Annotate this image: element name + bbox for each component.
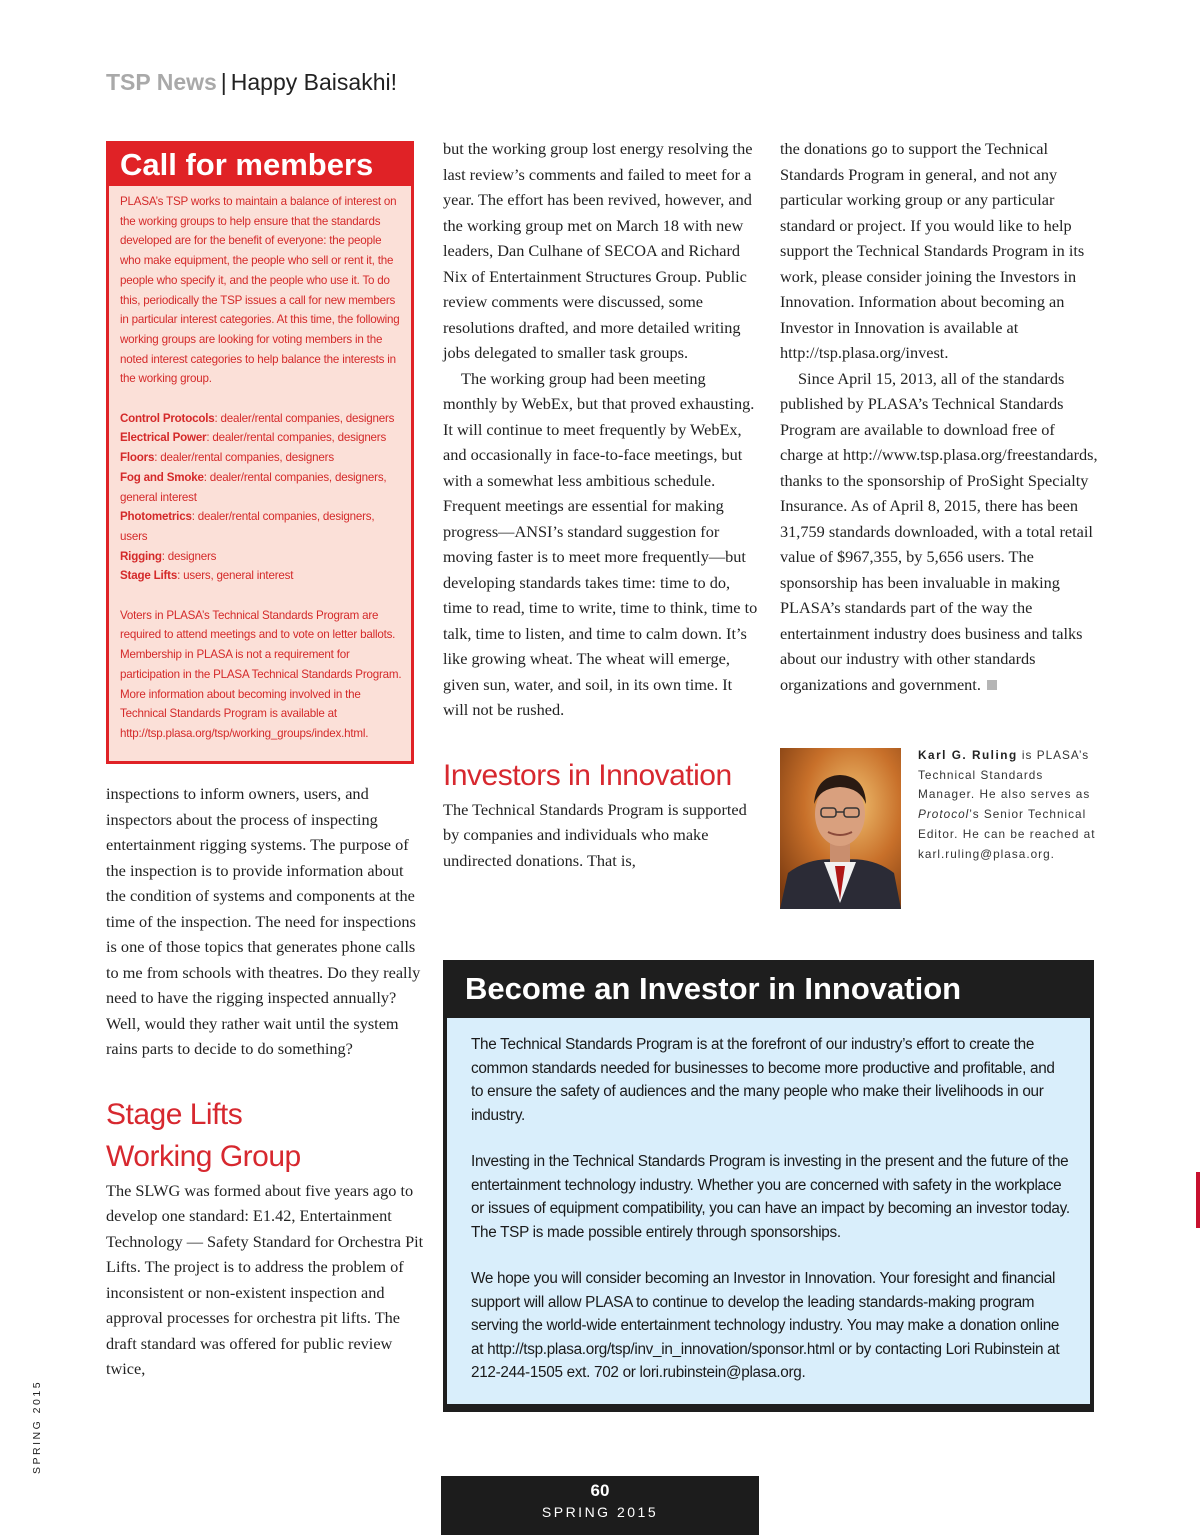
page-number: 60 — [590, 1481, 610, 1500]
column-3 — [780, 136, 1100, 697]
group-entry — [120, 547, 403, 567]
group-name: Fog and Smoke — [120, 470, 204, 484]
publication-name: Protocol — [918, 807, 970, 822]
group-entry — [120, 468, 403, 507]
group-name: Floors — [120, 451, 155, 465]
group-categories: : dealer/rental companies, designers — [214, 411, 395, 425]
group-name: Control Protocols — [120, 411, 215, 425]
investor-box-title: Become an Investor in Innovation — [465, 971, 962, 1006]
body-paragraph: inspections to inform owners, users, and inspectors about the process of inspecting entertainment rigging systems. The purpose of the inspection is to provide information about the condition of systems and components at the time of the inspection. The need for inspections is one of those topics that generates phone calls to me from schools with theatres. Do they really need to have the rigging inspected annually? Well, would they rather wait until the system rains parts to decide to do something? — [106, 784, 421, 1058]
page-header — [106, 66, 397, 98]
body-paragraph — [780, 366, 1100, 698]
author-bio — [918, 746, 1098, 864]
call-for-members-body — [109, 186, 411, 744]
body-paragraph: The SLWG was formed about five years ago to develop one standard: E1.42, Entertainment Technology — Safety Standard for Orchestra Pit Lifts. The project is to address the problem of inconsistent or non-existent inspection and approval processes for orchestra pit lifts. The draft standard was offered for public review twice, — [106, 1180, 424, 1378]
body-text: Since April 15, 2013, all of the standards published by PLASA’s Technical Standards Program are available to download free of charge at http://www.tsp.plasa.org/freestandards, thanks to the sponsorship of ProSight Specialty Insurance. As of April 8, 2015, there has been 31,759 standards downloaded, with a total retail value of $967,355, by 5,656 users. The sponsorship has been invaluable in making PLASA’s standards part of the way the entertainment industry does business and talks about our industry with other standards organizations and government. — [780, 368, 1098, 694]
bio-text: ’s Senior Technical Editor. He can be reached at karl.ruling@plasa.org. — [918, 807, 1096, 861]
call-closing: Voters in PLASA’s Technical Standards Program are required to attend meetings and to vote on letter ballots. Membership in PLASA is not a requirement for participation in the PLASA Technical Standards Program. More information about becoming involved in the Technical Standards Program is available at http://tsp.plasa.org/tsp/working_groups/index.html. — [120, 608, 402, 740]
body-paragraph: but the working group lost energy resolving the last review’s comments and failed to meet for a year. The effort has been revived, however, and the working group met on March 18 with new leaders, Dan Culhane of SECOA and Richard Nix of Entertainment Structures Group. Public review comments were discussed, some resolutions drafted, and more detailed writing jobs delegated to smaller task groups. — [443, 139, 753, 362]
bio-text: is PLASA’s Technical Standards Manager. He also serves as — [918, 748, 1091, 802]
group-name: Stage Lifts — [120, 569, 178, 583]
body-paragraph: the donations go to support the Technical Standards Program in general, and not any particular working group or any particular standard or project. If you would like to help support the Technical Standards Program in its work, please consider joining the Investors in Innovation. Information about becoming an Investor in Innovation is available at http://tsp.plasa.org/invest. — [780, 139, 1085, 362]
stage-lifts-heading-line1: Stage Lifts — [106, 1097, 243, 1131]
group-categories: : designers — [161, 549, 217, 563]
investor-paragraph: Investing in the Technical Standards Program is investing in the present and the future of the entertainment technology industry. Whether you are concerned with safety in the workplace or issues of equipment compatibility, you can have an impact by becoming an investor today. The TSP is made possible entirely through sponsorships. — [471, 1153, 1070, 1241]
call-intro: PLASA’s TSP works to maintain a balance of interest on the working groups to help ensure that the standards developed are for the benefit of everyone: the people who make equipment, the people who sell or rent it, the people who specify it, and the people who use it. To do this, periodically the TSP issues a call for new members in particular interest categories. At this time, the following working groups are looking for voting members in the noted interest categories to help balance the interests in the working group. — [120, 195, 400, 386]
end-of-article-mark — [987, 680, 997, 690]
header-separator: | — [220, 69, 227, 95]
investor-box-body — [447, 1018, 1090, 1404]
group-categories: : dealer/rental companies, designers — [206, 431, 387, 445]
group-entry — [120, 428, 403, 448]
group-categories: : dealer/rental companies, designers, general interest — [120, 470, 387, 504]
investor-paragraph: We hope you will consider becoming an Investor in Innovation. Your foresight and financial support will allow PLASA to continue to develop the leading standards-making program serving the world-wide entertainment technology industry. You may make a donation online at http://tsp.plasa.org/tsp/inv_in_innovation/sponsor.html or by contacting Lori Rubinstein at 212-244-1505 ext. 702 or lori.rubinstein@plasa.org. — [471, 1270, 1060, 1381]
edge-marker — [1196, 1172, 1200, 1228]
group-categories: : dealer/rental companies, designers — [154, 451, 334, 465]
section-label: TSP News — [106, 69, 217, 95]
body-paragraph: The Technical Standards Program is supported by companies and individuals who make undirected donations. That is, — [443, 799, 747, 870]
group-entry — [120, 566, 403, 586]
group-entry — [120, 507, 403, 546]
column-2 — [443, 136, 761, 873]
column-1 — [106, 781, 424, 1382]
group-categories: : users, general interest — [177, 569, 294, 583]
page-footer — [441, 1476, 759, 1535]
group-categories: : dealer/rental companies, designers, users — [120, 510, 375, 543]
call-for-members-box — [106, 141, 414, 764]
stage-lifts-heading-line2: Working Group — [106, 1139, 301, 1173]
author-photo — [780, 748, 901, 909]
investors-heading: Investors in Innovation — [443, 758, 732, 792]
investor-paragraph: The Technical Standards Program is at the forefront of our industry’s effort to create the common standards needed for businesses to become more productive and profitable, and to ensure the safety of audiences and the many people who make their livelihoods in our industry. — [471, 1036, 1055, 1124]
group-name: Rigging — [120, 549, 162, 563]
group-entry — [120, 409, 403, 429]
call-for-members-title: Call for members — [109, 144, 411, 186]
group-entry — [120, 448, 403, 468]
stage-lifts-heading — [106, 1094, 424, 1178]
investor-box — [443, 960, 1094, 1412]
header-title: Happy Baisakhi! — [230, 69, 397, 95]
side-issue-label: SPRING 2015 — [31, 1379, 43, 1474]
author-name: Karl G. Ruling — [918, 748, 1018, 762]
group-name: Photometrics — [120, 510, 192, 524]
group-name: Electrical Power — [120, 431, 207, 445]
footer-issue: SPRING 2015 — [541, 1504, 659, 1520]
body-paragraph: The working group had been meeting monthly by WebEx, but that proved exhausting. It will continue to meet frequently by WebEx, and occasionally in face-to-face meetings, but with a somewhat less ambitious schedule. Frequent meetings are essential for making progress—ANSI’s standard suggestion for moving faster is to meet more frequently—but developing standards takes time: time to do, time to read, time to write, time to think, time to talk, time to listen, and time to calm down. It’s like growing wheat. The wheat will emerge, given sun, water, and soil, in its own time. It will not be rushed. — [443, 368, 758, 719]
